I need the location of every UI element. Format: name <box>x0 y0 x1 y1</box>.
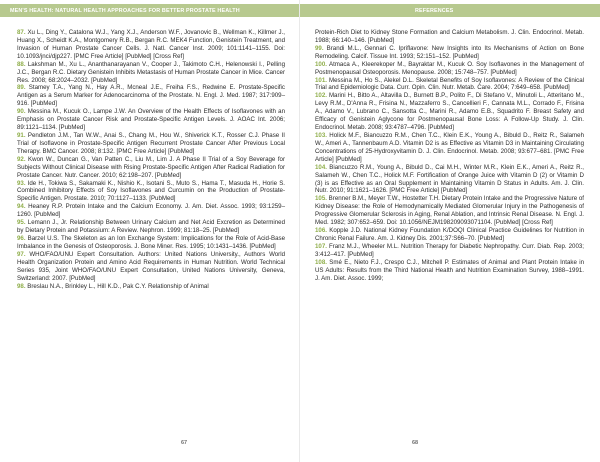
reference-number: 87. <box>17 29 26 36</box>
reference-number: 106. <box>315 227 327 235</box>
reference-entry <box>17 283 285 291</box>
reference-entry <box>17 132 285 156</box>
reference-number: 102. <box>315 92 327 100</box>
reference-text: WHO/FAO/UNU Expert Consultation. Authors: United Nations University., Authors World Health Organization Protein and Amino Acid Requirements in Human Nutrition. World Technical Series 935, Joint WHO/FAO/UNU Expert Consultation, United Nations University, Geneva, Switzerland: 2007. [PubMed] <box>17 250 285 282</box>
reference-text: Breslau N.A., Brinkley L., Hill K.D., Pak C.Y. Relationship of Animal <box>25 282 209 290</box>
reference-number: 90. <box>17 108 26 116</box>
running-head: REFERENCES <box>415 7 454 14</box>
reference-entry <box>315 259 584 283</box>
reference-number: 92. <box>17 155 26 163</box>
reference-number: 98. <box>17 282 26 290</box>
reference-entry <box>17 180 285 204</box>
reference-text: Stamey T.A., Yang N., Hay A.R., McneaI J.E., Freiha F.S., Redwine E. Prostate-Specific Antigen as a Serum Marker for Adenocarcinoma of the Prostate. N. Engl. J. Med. 1987; 317:909–916. [PubMed] <box>17 84 285 108</box>
reference-number: 105. <box>315 195 327 203</box>
reference-number: 96. <box>17 234 26 242</box>
reference-entry <box>17 251 285 283</box>
reference-entry <box>315 29 584 45</box>
reference-number: 93. <box>17 179 26 187</box>
reference-entry <box>315 243 584 259</box>
reference-entry <box>17 84 285 108</box>
header-band <box>300 4 600 17</box>
reference-text: Lemann J., Jr. Relationship Between Urinary Calcium and Net Acid Excretion as Determined by Dietary Protein and Potassium: A Review. Nephron. 1999; 81:18–25. [PubMed] <box>17 219 285 235</box>
reference-text: Kwon W., Duncan G., Van Patten C., Liu M., Lim J. A Phase II Trial of a Soy Beverage for Subjects Without Clinical Disease with Rising Prostate-Specific Antigen After Radical Radiation for Prostate Cancer. Nutr. Cancer. 2010; 62:198–207. [PubMed] <box>17 155 285 179</box>
reference-entry <box>315 132 584 164</box>
reference-entry <box>17 61 285 85</box>
reference-number: 103. <box>315 131 327 139</box>
reference-number: 107. <box>315 242 327 250</box>
reference-text: Ide H., Tokiwa S., Sakamaki K., Nishio K., Isotani S., Muto S., Hama T., Masuda H., Horie S. Combined Inhibitory Effects of Soy Isoflavones and Curcumin on the Production of Prostate-Specific Antigen. Prostate. 2010; 70:1127–1133. [PubMed] <box>17 179 285 203</box>
reference-text: Franz M.J., Wheeler M.L. Nutrition Therapy for Diabetic Nephropathy. Curr. Diab. Rep. 2003; 3:412–417. [PubMed] <box>315 242 584 258</box>
reference-entry <box>17 235 285 251</box>
reference-entry <box>315 77 584 93</box>
reference-number: 91. <box>17 131 26 139</box>
reference-text: Xu L., Ding Y., Catalona W.J., Yang X.J., Anderson W.F., Jovanovic B., Wellman K., Killmer J., Huang X., Scheidt K.A., Montgomery R.B., Bergan R.C. MEK4 Function, Genistein Treatment, and Invasion of Human Prostate Cancer Cells. J. Natl. Cancer Inst. 2009; 101:1141–1155. Doi: 10.1093/jnci/djp227. [PMC Free Article] [PubMed] [Cross Ref] <box>17 29 285 60</box>
reference-entry <box>315 164 584 196</box>
reference-entry <box>17 203 285 219</box>
reference-entry <box>315 227 584 243</box>
page-number: 67 <box>181 440 188 446</box>
reference-entry <box>17 156 285 180</box>
reference-entry <box>315 61 584 77</box>
reference-text: Barzel U.S. The Skeleton as an Ion Exchange System: Implications for the Role of Acid-Base Imbalance in the Genesis of Osteoporosis. J. Bone Miner. Res. 1995; 10:1431–1436. [PubMed] <box>17 234 285 250</box>
reference-number: 97. <box>17 250 26 258</box>
reference-number: 101. <box>315 76 327 84</box>
reference-number: 94. <box>17 203 26 211</box>
reference-text: Biancuzzo R.M., Young A., Bibuld D., Cai M.H., Winter M.R., Klein E.K., Ameri A., Reitz R., Salameh W., Chen T.C., Holick M.F. Fortification of Orange Juice with Vitamin D (2) or Vitamin D (3) is as Effective as an Oral Supplement in Maintaining Vitamin D Status in Adults. Am. J. Clin. Nutr. 2010; 91:1621–1626. [PMC Free Article] [PubMed] <box>315 163 584 195</box>
page-number: 68 <box>412 440 419 446</box>
reference-entry <box>17 219 285 235</box>
reference-text: Messina M., Ho S., Alekel D.L. Skeletal Benefits of Soy Isoflavones: A Review of the Clinical Trial and Epidemiologic Data. Curr. Opin. Clin. Nutr. Metab. Care. 2004; 7:649–658. [PubMed] <box>315 76 584 92</box>
reference-text: Smé E., Nieto F.J., Crespo C.J., Mitchell P. Estimates of Animal and Plant Protein Intake in US Adults: Results from the Third National Health and Nutrition Examination Survey, 1988–1991. J. Am. Diet. Assoc. 1999; <box>315 258 584 282</box>
reference-list <box>315 29 584 283</box>
reference-number: 104. <box>315 163 327 171</box>
running-head: MEN'S HEALTH: NATURAL HEALTH APPROACHES FOR BETTER PROSTATE HEALTH <box>10 7 240 14</box>
reference-text: Holick M.F., Biancuzzo R.M., Chen T.C., Klein E.K., Young A., Bibuld D., Reitz R., Salameh W., Ameri A., Tannenbaum A.D. Vitamin D2 is as Effective as Vitamin D3 in Maintaining Circulating Concentrations of 25-Hydroxyvitamin D. J. Clin. Endocrinol. Metab. 2008; 93:677–681. [PMC Free Article] [PubMed] <box>315 131 584 163</box>
reference-entry <box>315 45 584 61</box>
reference-number: 100. <box>315 60 327 68</box>
reference-text: Heaney R.P. Protein Intake and the Calcium Economy. J. Am. Diet. Assoc. 1993; 93:1259–1260. [PubMed] <box>17 203 285 219</box>
reference-text: Protein-Rich Diet to Kidney Stone Formation and Calcium Metabolism. J. Clin. Endocrinol. Metab. 1988; 66:140–146. [PubMed] <box>315 29 584 44</box>
reference-text: Messina M., Kucuk O., Lampe J.W. An Overview of the Health Effects of Isoflavones with an Emphasis on Prostate Cancer Risk and Prostate-Specific Antigen Levels. J. AOAC Int. 2006; 89:1121–1134. [PubMed] <box>17 108 285 132</box>
reference-entry <box>17 29 285 61</box>
reference-number: 108. <box>315 258 327 266</box>
reference-entry <box>315 92 584 132</box>
reference-text: Atmaca A., Kleerekoper M., Bayraktar M., Kucuk O. Soy Isoflavones in the Management of Postmenopausal Osteoporosis. Menopause. 2008; 15:748–757. [PubMed] <box>315 60 584 76</box>
reference-number: 95. <box>17 219 26 227</box>
reference-number: 99. <box>315 44 324 52</box>
reference-list <box>17 29 285 290</box>
reference-entry <box>17 108 285 132</box>
header-band <box>0 4 300 17</box>
reference-text: Lakshman M., Xu L., Ananthanarayanan V., Cooper J., Takimoto C.H., Helenowski I., Pelling J.C., Bergan R.C. Dietary Genistein Inhibits Metastasis of Human Prostate Cancer in Mice. Cancer Res. 2008; 68:2024–2032. [PubMed] <box>17 60 285 84</box>
reference-text: Marini H., Bitto A., Altavilla D., Burnett B.P., Polito F., Di Stefano V., Minutoli L., Atteritano M., Levy R.M., D'Anna R., Frisina N., Mazzaferro S., Cancellieri F., Cannata M.L., Corrado F., Frisina A., Adamo V., Lubrano C., Sansotta C., Marini R., Adamo E.B., Squadrito F. Breast Safety and Efficacy of Genistein Aglycone for Postmenopausal Bone Loss: A Follow-Up Study. J. Clin. Endocrinol. Metab. 2008; 93:4787–4796. [PubMed] <box>315 92 584 132</box>
reference-text: Brenner B.M., Meyer T.W., Hostetter T.H. Dietary Protein Intake and the Progressive Nature of Kidney Disease: the Role of Hemodynamically Mediated Glomerular Injury in the Pathogenesis of Progressive Glomerular Sclerosis in Aging, Renal Ablation, and Intrinsic Renal Disease. N. Engl. J. Med. 1982; 307:652–659. Doi: 10.1056/NEJM198209093071104. [PubMed] [Cross Ref] <box>315 195 584 227</box>
right-page <box>300 0 600 462</box>
reference-entry <box>315 195 584 227</box>
reference-text: Pendleton J.M., Tan W.W., Anai S., Chang M., Hou W., Shiverick K.T., Rosser C.J. Phase II Trial of Isoflavone in Prostate-Specific Antigen Recurrent Prostate Cancer After Previous Local Therapy. BMC Cancer. 2008; 8:132. [PMC Free Article] [PubMed] <box>17 131 285 155</box>
reference-number: 89. <box>17 84 26 92</box>
reference-text: Kopple J.D. National Kidney Foundation K/DOQI Clinical Practice Guidelines for Nutrition in Chronic Renal Failure. Am. J. Kidney Dis. 2001;37:S66–70. [PubMed] <box>315 227 584 242</box>
reference-text: Brandi M.L., Gennari C. Ipriflavone: New Insights into Its Mechanisms of Action on Bone Remodeling. Calcif. Tissue Int. 1993; 52:151–152. [PubMed] <box>315 44 584 60</box>
reference-number: 88. <box>17 60 26 68</box>
